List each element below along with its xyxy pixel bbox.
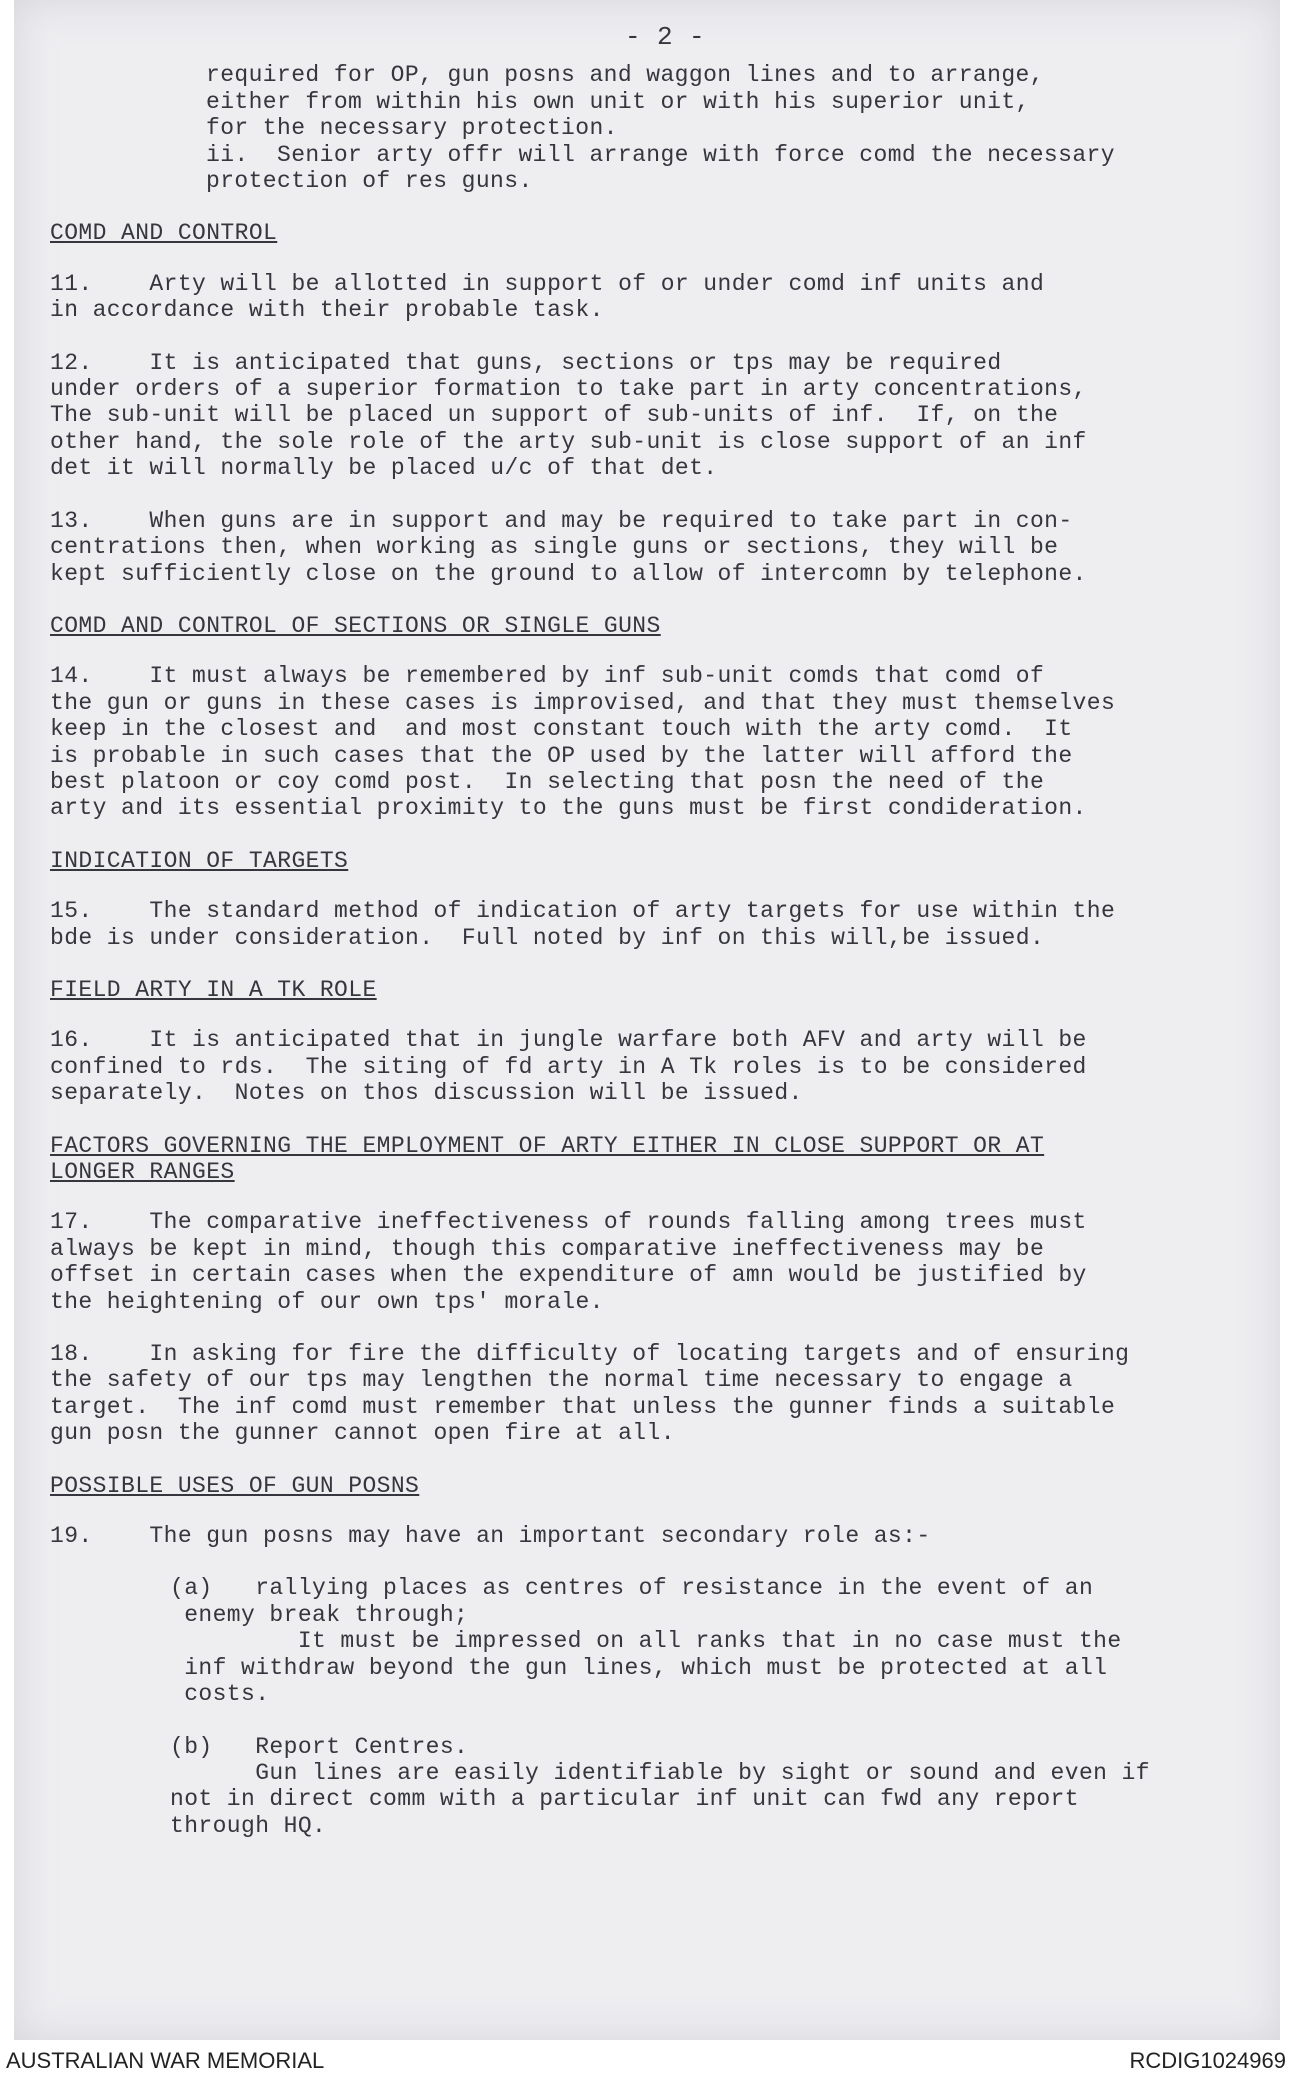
paragraph-line: 13. When guns are in support and may be required to take part in con- (50, 507, 1073, 534)
paragraph-line: confined to rds. The siting of fd arty in A Tk roles is to be considered (50, 1053, 1087, 1080)
subitems-container (50, 1575, 1250, 1839)
paragraph (50, 1523, 1250, 1549)
paragraph (50, 1341, 1250, 1447)
paragraph (50, 1209, 1250, 1315)
section (50, 613, 1250, 822)
paragraph-line: arty and its essential proximity to the guns must be first condideration. (50, 795, 1087, 822)
sub-item-line: not in direct comm with a particular inf unit can fwd any report (170, 1786, 1079, 1813)
paragraph-line: 17. The comparative ineffectiveness of rounds falling among trees must (50, 1209, 1087, 1236)
intro-line: required for OP, gun posns and waggon lines and to arrange, (206, 62, 1044, 89)
section (50, 1473, 1250, 1550)
paragraph (50, 663, 1250, 821)
paragraph-line: The sub-unit will be placed un support of sub-units of inf. If, on the (50, 402, 1059, 429)
paragraph-line: target. The inf comd must remember that unless the gunner finds a suitable (50, 1393, 1116, 1420)
paragraph (50, 271, 1250, 324)
paragraph (50, 1027, 1250, 1106)
paragraph-line: keep in the closest and and most constant touch with the arty comd. It (50, 716, 1073, 743)
sub-item-line: It must be impressed on all ranks that in no case must the (170, 1628, 1122, 1655)
paragraph-line: the heightening of our own tps' morale. (50, 1288, 604, 1315)
paragraph-line: is probable in such cases that the OP used by the latter will afford the (50, 742, 1073, 769)
section-heading (50, 220, 1250, 246)
paragraph-line: under orders of a superior formation to take part in arty concentrations, (50, 376, 1087, 403)
paragraph-line: separately. Notes on thos discussion will be issued. (50, 1080, 803, 1107)
sub-item-line: enemy break through; (170, 1601, 469, 1628)
sub-item-line: (a) rallying places as centres of resistance in the event of an (170, 1575, 1094, 1602)
section-heading (50, 977, 1250, 1003)
paragraph-line: gun posn the gunner cannot open fire at all. (50, 1420, 675, 1447)
section-heading (50, 848, 1250, 874)
paragraph-line: 16. It is anticipated that in jungle warfare both AFV and arty will be (50, 1027, 1087, 1054)
heading-line: POSSIBLE USES OF GUN POSNS (50, 1472, 420, 1499)
heading-line: FACTORS GOVERNING THE EMPLOYMENT OF ARTY EITHER IN CLOSE SUPPORT OR AT (50, 1132, 1045, 1159)
paragraph-line: best platoon or coy comd post. In selecting that posn the need of the (50, 768, 1045, 795)
paragraph-line: 11. Arty will be allotted in support of or under comd inf units and (50, 270, 1045, 297)
footer-institution: AUSTRALIAN WAR MEMORIAL (6, 2048, 325, 2073)
page-number: - 2 - (624, 22, 705, 52)
paragraph-line: 14. It must always be remembered by inf sub-unit comds that comd of (50, 663, 1045, 690)
heading-line: INDICATION OF TARGETS (50, 847, 349, 874)
paragraph-line: bde is under consideration. Full noted by inf on this will,be issued. (50, 924, 1045, 951)
paragraph-line: 18. In asking for fire the difficulty of locating targets and of ensuring (50, 1341, 1130, 1368)
paragraph-line: always be kept in mind, though this comparative ineffectiveness may be (50, 1235, 1045, 1262)
paragraph-line: 19. The gun posns may have an important secondary role as:- (50, 1523, 931, 1550)
intro-block (50, 62, 1250, 194)
paragraph-line: kept sufficiently close on the ground to allow of intercomn by telephone. (50, 560, 1087, 587)
sub-item-line: (b) Report Centres. (170, 1733, 469, 1760)
section (50, 848, 1250, 951)
paragraph-line: centrations then, when working as single guns or sections, they will be (50, 534, 1059, 561)
footer-catalogue-id: RCDIG1024969 (1129, 2048, 1286, 2073)
heading-line: COMD AND CONTROL (50, 220, 278, 247)
paragraph-line: 12. It is anticipated that guns, sections or tps may be required (50, 349, 1002, 376)
paragraph-line: offset in certain cases when the expenditure of amn would be justified by (50, 1262, 1087, 1289)
sub-item-line: costs. (170, 1681, 270, 1708)
section (50, 220, 1250, 586)
section (50, 1133, 1250, 1447)
paragraph-line: det it will normally be placed u/c of that det. (50, 455, 718, 482)
document-sheet (14, 0, 1280, 2040)
paragraph-line: the safety of our tps may lengthen the normal time necessary to engage a (50, 1367, 1073, 1394)
sub-item-line: through HQ. (170, 1812, 327, 1839)
sub-item-line: Gun lines are easily identifiable by sight or sound and even if (170, 1759, 1150, 1786)
heading-line: FIELD ARTY IN A TK ROLE (50, 976, 377, 1003)
intro-line: for the necessary protection. (206, 115, 618, 142)
sub-item-line: inf withdraw beyond the gun lines, which must be protected at all (170, 1654, 1108, 1681)
paragraph-line: in accordance with their probable task. (50, 297, 604, 324)
paragraph (50, 350, 1250, 482)
section-heading (50, 613, 1250, 639)
paragraph (50, 898, 1250, 951)
paragraph (50, 508, 1250, 587)
section-heading (50, 1473, 1250, 1499)
intro-line: protection of res guns. (206, 168, 533, 195)
sections-container (50, 220, 1250, 1549)
sub-item (50, 1575, 1250, 1707)
intro-line: ii. Senior arty offr will arrange with force comd the necessary (206, 141, 1115, 168)
paragraph-line: 15. The standard method of indication of arty targets for use within the (50, 898, 1116, 925)
document-body (50, 24, 1250, 1865)
heading-line: LONGER RANGES (50, 1159, 235, 1185)
intro-line: either from within his own unit or with his superior unit, (206, 88, 1030, 115)
footer-bar (0, 2040, 1296, 2081)
paragraph-line: other hand, the sole role of the arty sub-unit is close support of an inf (50, 428, 1087, 455)
section (50, 977, 1250, 1107)
section-heading (50, 1133, 1250, 1186)
sub-item (50, 1734, 1250, 1840)
paragraph-line: the gun or guns in these cases is improvised, and that they must themselves (50, 689, 1116, 716)
heading-line: COMD AND CONTROL OF SECTIONS OR SINGLE GUNS (50, 612, 661, 639)
